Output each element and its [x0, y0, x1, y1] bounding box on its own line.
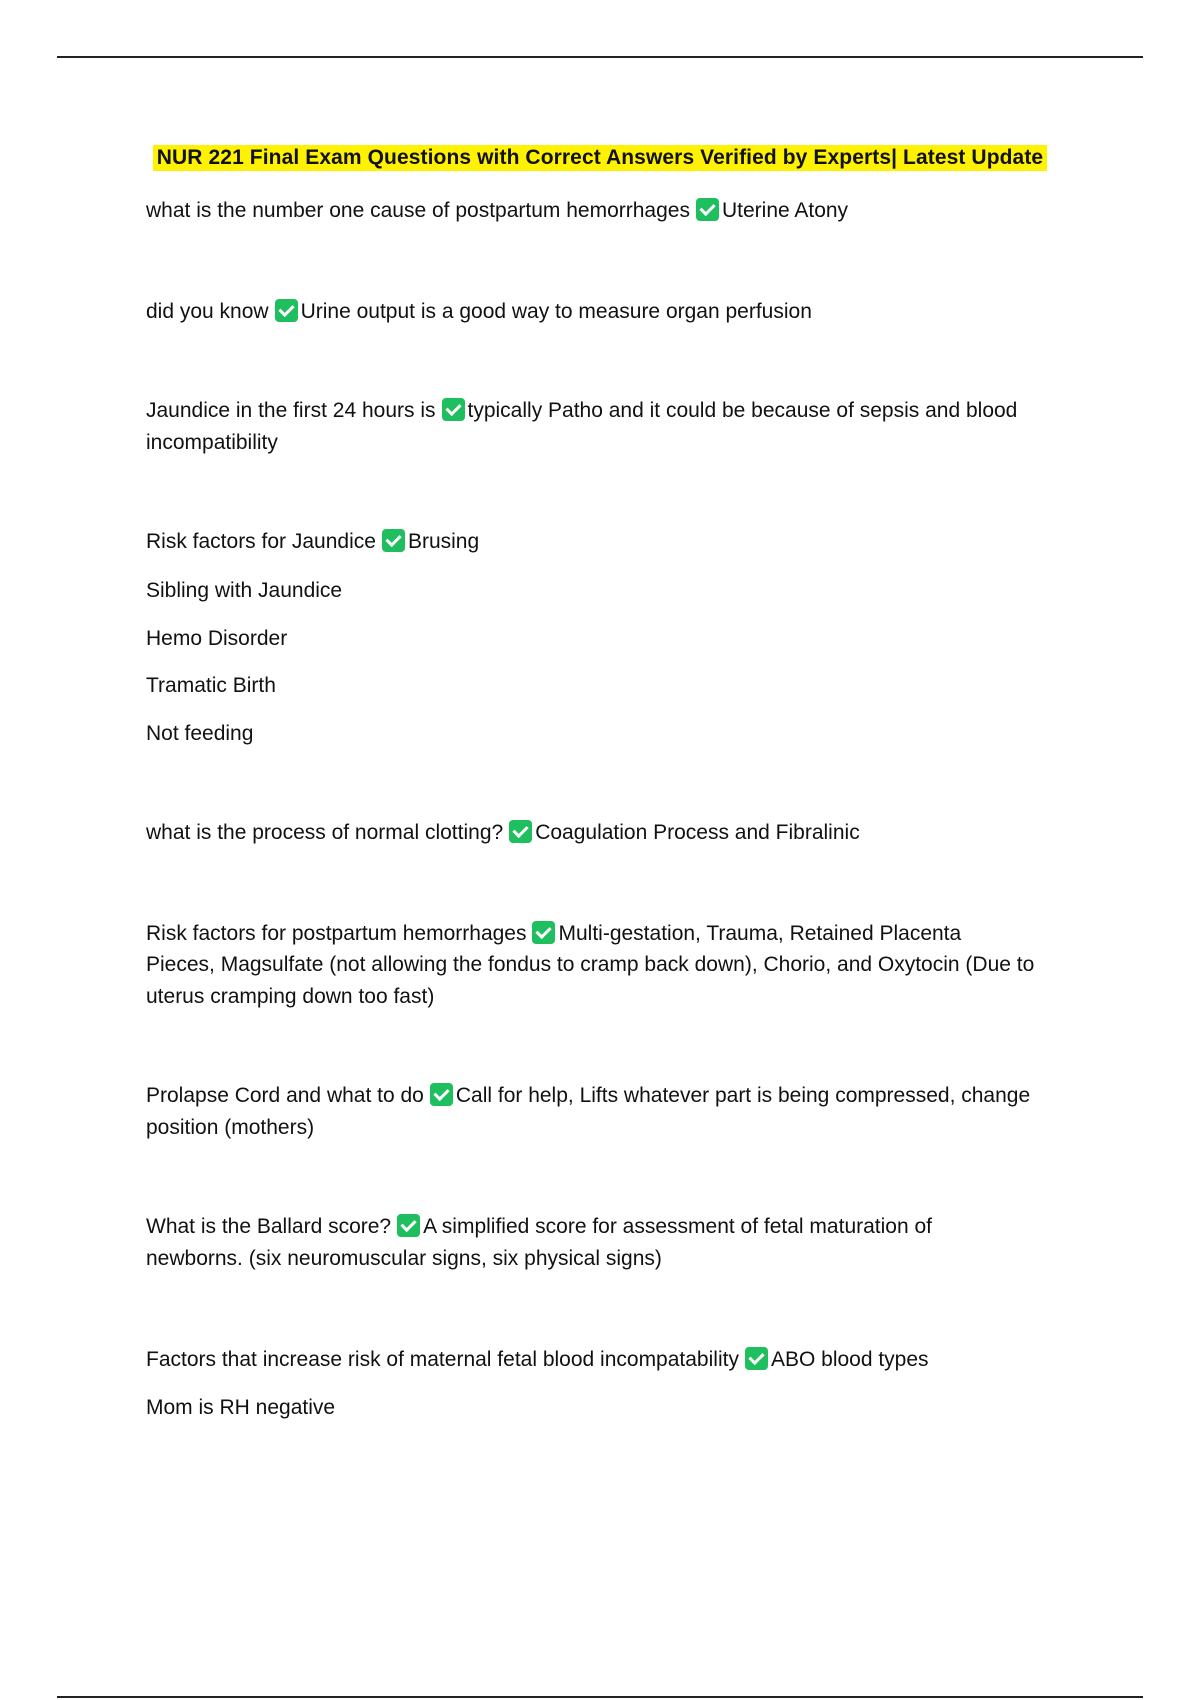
answer-continuation: Sibling with Jaundice [146, 579, 343, 602]
answer-text: Coagulation Process and Fibralinic [535, 821, 860, 844]
answer-continuation: Tramatic Birth [146, 674, 276, 697]
answer-text: Uterine Atony [721, 199, 849, 222]
answer-text: Urine output is a good way to measure organ perfusion [300, 300, 812, 323]
document-title: NUR 221 Final Exam Questions with Correct Answers Verified by Experts| Latest Update [153, 145, 1047, 171]
answer-continuation: Not feeding [146, 722, 254, 745]
question-text: what is the number one cause of postpartum hemorrhages [146, 199, 690, 222]
answer-continuation: newborns. (six neuromuscular signs, six physical signs) [146, 1247, 662, 1270]
check-icon [696, 198, 719, 221]
bottom-rule [57, 1696, 1143, 1698]
qa-item [146, 918, 1086, 950]
check-icon [275, 299, 298, 322]
qa-item [146, 1211, 1086, 1243]
answer-text: ABO blood types [770, 1348, 929, 1371]
answer-text: typically Patho and it could be because of sepsis and blood [467, 399, 1018, 422]
top-rule [57, 56, 1143, 58]
check-icon [397, 1214, 420, 1237]
answer-text: A simplified score for assessment of fetal maturation of [423, 1215, 933, 1238]
qa-item [146, 1080, 1086, 1112]
qa-item [146, 296, 1086, 328]
question-text: Risk factors for postpartum hemorrhages [146, 922, 527, 945]
answer-continuation: uterus cramping down too fast) [146, 985, 435, 1008]
answer-text: Brusing [407, 530, 480, 553]
check-icon [442, 398, 465, 421]
qa-item [146, 1344, 1086, 1376]
question-text: what is the process of normal clotting? [146, 821, 504, 844]
question-text: Factors that increase risk of maternal fetal blood incompatability [146, 1348, 739, 1371]
question-text: did you know [146, 300, 269, 323]
answer-continuation: incompatibility [146, 431, 278, 454]
answer-continuation: Pieces, Magsulfate (not allowing the fondus to cramp back down), Chorio, and Oxytocin (Due to [146, 953, 1035, 976]
title-block [0, 145, 1200, 171]
answer-continuation: Hemo Disorder [146, 627, 288, 650]
question-text: Prolapse Cord and what to do [146, 1084, 424, 1107]
answer-continuation: position (mothers) [146, 1116, 315, 1139]
question-text: Jaundice in the first 24 hours is [146, 399, 436, 422]
question-text: What is the Ballard score? [146, 1215, 392, 1238]
question-text: Risk factors for Jaundice [146, 530, 376, 553]
qa-item [146, 195, 1086, 227]
check-icon [382, 529, 405, 552]
qa-item [146, 817, 1086, 849]
check-icon [430, 1083, 453, 1106]
qa-item [146, 395, 1086, 427]
answer-text: Multi-gestation, Trauma, Retained Placenta [558, 922, 962, 945]
qa-item [146, 526, 1086, 558]
answer-text: Call for help, Lifts whatever part is being compressed, change [455, 1084, 1031, 1107]
check-icon [509, 820, 532, 843]
check-icon [532, 921, 555, 944]
check-icon [745, 1347, 768, 1370]
answer-continuation: Mom is RH negative [146, 1396, 336, 1419]
